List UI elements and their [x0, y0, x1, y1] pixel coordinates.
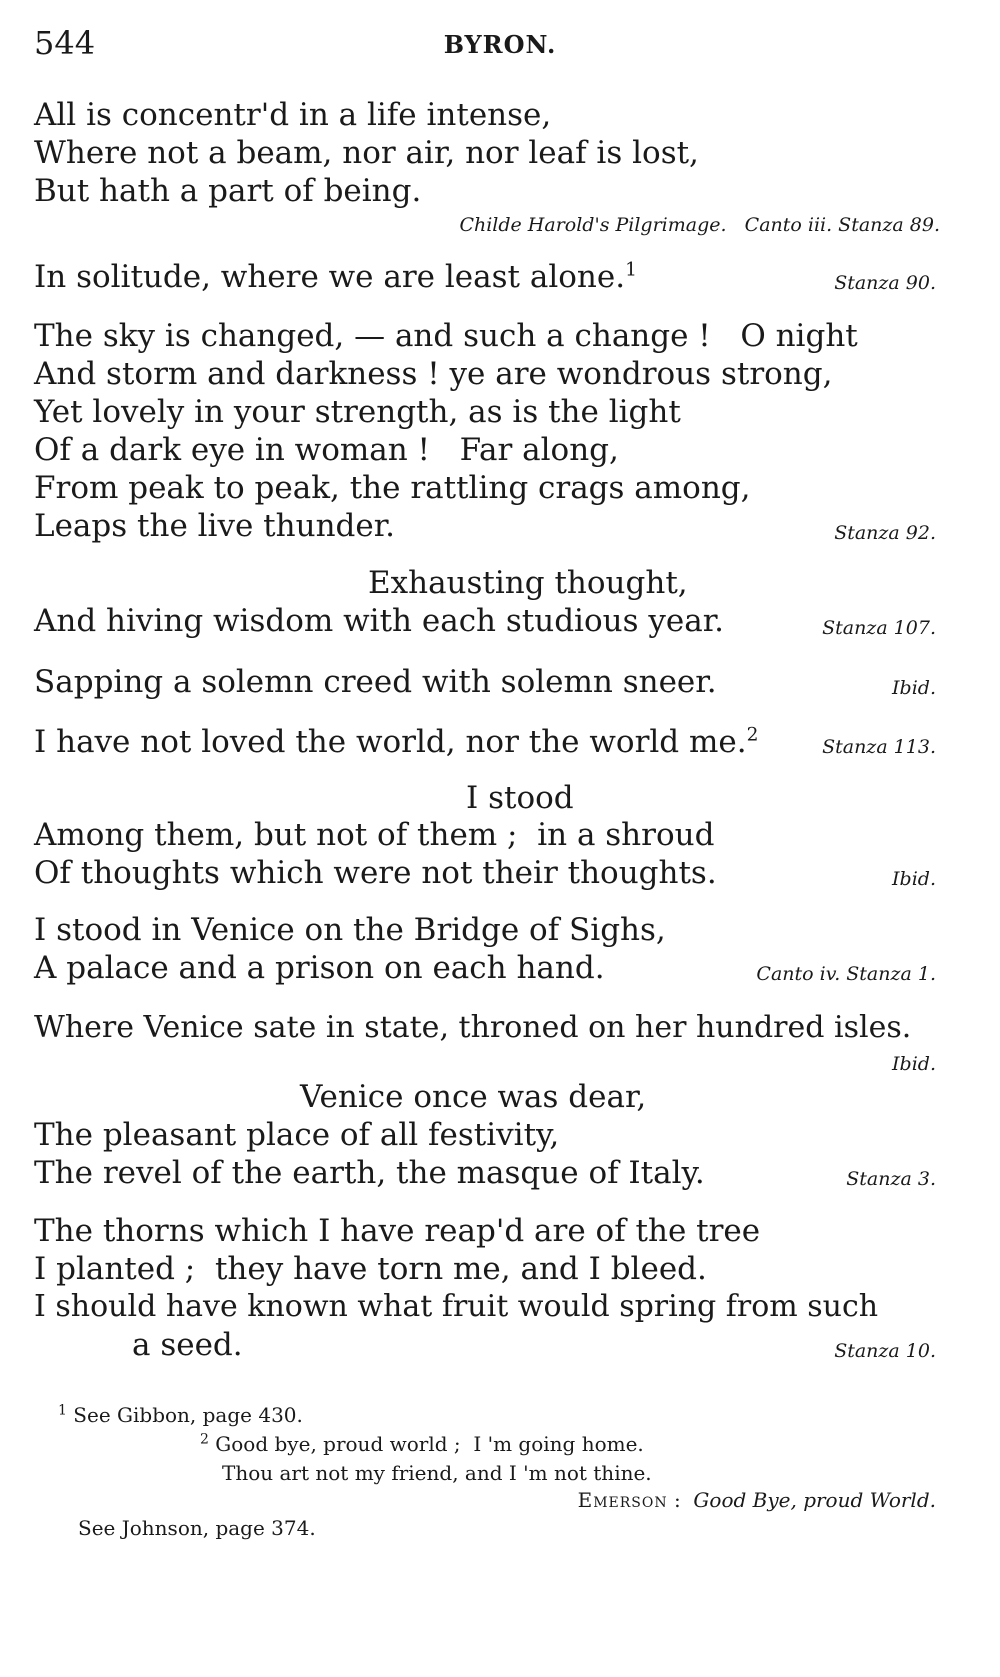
citation: Stanza 107. [822, 617, 936, 639]
verse-line: I stood in Venice on the Bridge of Sighs, [34, 912, 666, 948]
footnote-work: Good Bye, proud World. [693, 1488, 936, 1512]
citation: Stanza 10. [834, 1340, 936, 1362]
citation: Childe Harold's Pilgrimage. Canto iii. Stanza 89. [459, 214, 940, 236]
verse-text: In solitude, where we are least alone. [34, 259, 626, 295]
footnote-mark: 1 [625, 259, 637, 281]
verse-line: I stood [466, 780, 574, 816]
footnote-2 [200, 1432, 644, 1456]
verse-line: Of a dark eye in woman ! Far along, [34, 432, 619, 468]
verse-line: Leaps the live thunder. [34, 508, 395, 544]
page-number: 544 [34, 24, 96, 62]
verse-line: All is concentr'd in a life intense, [34, 97, 552, 133]
footnote-mark: 1 [58, 1402, 67, 1419]
footnote-separator: : [667, 1488, 694, 1512]
verse-line: And hiving wisdom with each studious year. [34, 603, 724, 639]
verse-text: I have not loved the world, nor the world me. [34, 724, 747, 760]
verse-line: Where Venice sate in state, throned on her hundred isles. [34, 1010, 912, 1045]
verse-line: The pleasant place of all festivity, [34, 1117, 560, 1153]
footnote-author: Emerson [577, 1488, 668, 1512]
citation: Stanza 113. [822, 736, 936, 758]
running-title: BYRON. [443, 30, 557, 59]
footnote-line: Thou art not my friend, and I 'm not thine. [222, 1461, 652, 1485]
verse-line [34, 724, 758, 760]
footnote-mark: 2 [200, 1431, 209, 1448]
footnote-see-also: See Johnson, page 374. [78, 1516, 316, 1540]
verse-line: Of thoughts which were not their thoughts. [34, 855, 717, 891]
citation: Stanza 90. [834, 272, 936, 294]
verse-line: Among them, but not of them ; in a shroud [34, 817, 715, 853]
verse-line: Yet lovely in your strength, as is the light [34, 394, 681, 430]
footnote-line: Good bye, proud world ; I 'm going home. [215, 1432, 644, 1456]
citation: Canto iv. Stanza 1. [756, 963, 936, 985]
verse-line: A palace and a prison on each hand. [34, 950, 605, 986]
footnote-mark: 2 [746, 724, 759, 746]
verse-line: The sky is changed, — and such a change ! O night [34, 318, 858, 354]
verse-line: From peak to peak, the rattling crags among, [34, 470, 751, 506]
citation: Ibid. [892, 677, 936, 699]
verse-line [34, 259, 637, 295]
verse-line: I should have known what fruit would spring from such [34, 1289, 879, 1324]
verse-line: I planted ; they have torn me, and I bleed. [34, 1251, 707, 1287]
verse-line: The thorns which I have reap'd are of the tree [34, 1213, 761, 1249]
verse-line: But hath a part of being. [34, 173, 422, 209]
verse-line: a seed. [132, 1327, 243, 1363]
verse-line: Sapping a solemn creed with solemn sneer. [34, 664, 717, 700]
footnote-text: See Gibbon, page 430. [73, 1403, 303, 1427]
footnote-1 [58, 1403, 303, 1427]
citation: Stanza 92. [834, 522, 936, 544]
verse-line: Exhausting thought, [368, 565, 688, 601]
citation: Ibid. [892, 1053, 936, 1075]
verse-line: The revel of the earth, the masque of Italy. [34, 1155, 705, 1191]
verse-line: Where not a beam, nor air, nor leaf is lost, [34, 135, 699, 171]
citation: Ibid. [892, 868, 936, 890]
footnote-attribution [578, 1488, 936, 1512]
verse-line: And storm and darkness ! ye are wondrous strong, [34, 356, 833, 392]
citation: Stanza 3. [846, 1168, 936, 1190]
verse-line: Venice once was dear, [300, 1079, 647, 1115]
